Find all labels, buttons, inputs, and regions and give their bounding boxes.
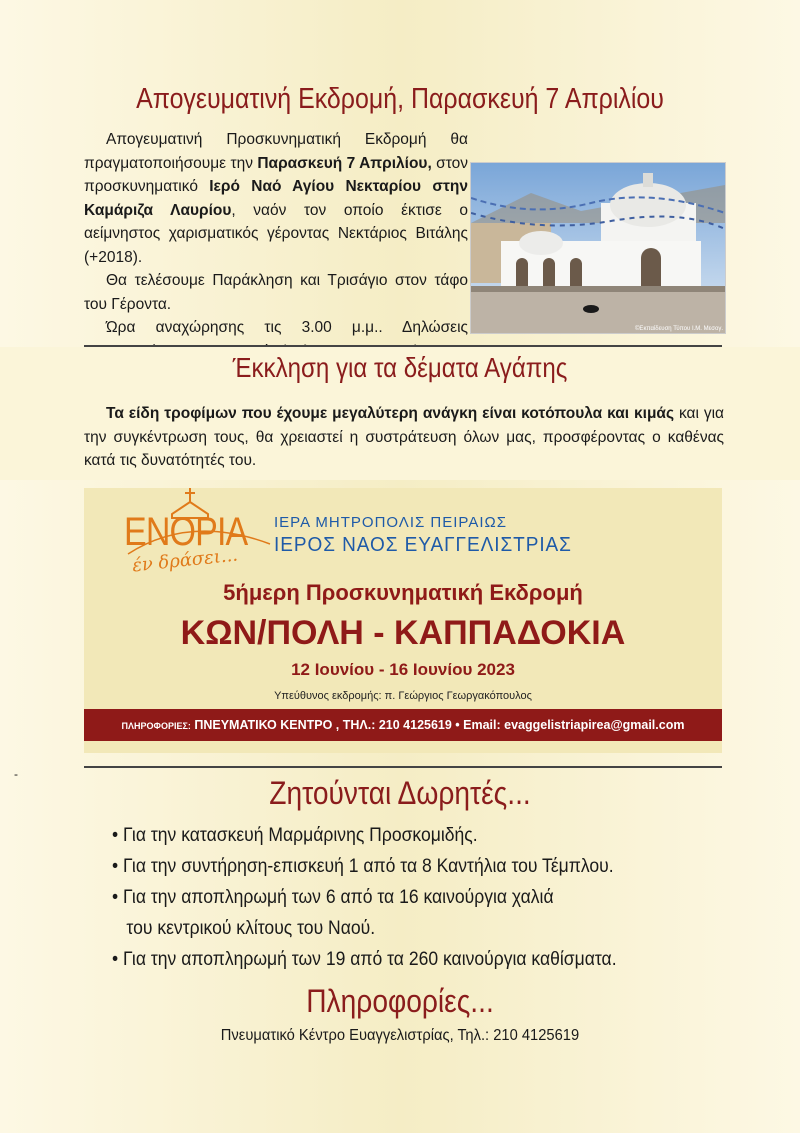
info-title: Πληροφορίες... — [306, 983, 494, 1019]
section2-title: Έκκληση για τα δέματα Αγάπης — [232, 352, 568, 383]
list-item-continuation: του κεντρικού κλίτους του Ναού. — [126, 917, 376, 939]
donors-title: Ζητούνται Δωρητές... — [269, 775, 531, 811]
margin-mark: - — [14, 767, 18, 781]
section1-paragraph-2: Θα τελέσουμε Παράκληση και Τρισάγιο στον τάφο του Γέροντα. — [84, 272, 468, 313]
info-contact: Πνευματικό Κέντρο Ευαγγελιστρίας, Τηλ.: 210 4125619 — [220, 1027, 580, 1044]
ad-contact-bar — [84, 709, 722, 741]
section1-paragraph-1-segment: στον προσκυνηματικό — [84, 154, 468, 195]
section1-paragraph-3: Ώρα αναχώρησης τις 3.00 μ.μ.. Δηλώσεις — [106, 319, 468, 336]
logo-sub-text: έν δράσει... — [131, 544, 239, 577]
section2-body — [84, 402, 724, 473]
trip-responsible: Υπεύθυνος εκδρομής: π. Γεώργιος Γεωργακόπουλος — [274, 690, 532, 702]
ad-contact-text: ΠΝΕΥΜΑΤΙΚΟ ΚΕΝΤΡΟ , ΤΗΛ.: 210 4125619 • Email: evaggelistriapirea@gmail.com — [190, 718, 685, 732]
list-item — [112, 851, 670, 882]
trip-destination: ΚΩΝ/ΠΟΛΗ - ΚΑΠΠΑΔΟΚΙΑ — [180, 614, 626, 652]
section1-paragraph-1-segment: Απογευματινή Προσκυνηματική Εκδρομή θα πραγματοποιήσουμε την — [84, 131, 468, 172]
section1-paragraph-1 — [84, 128, 724, 269]
church-name: ΙΕΡΟΣ ΝΑΟΣ ΕΥΑΓΓΕΛΙΣΤΡΙΑΣ — [274, 534, 572, 556]
section2-body-bold: Τα είδη τροφίμων που έχουμε μεγαλύτερη ανάγκη είναι κοτόπουλα και κιμάς — [106, 405, 675, 422]
trip-advert — [84, 488, 722, 753]
section1-body — [84, 128, 724, 363]
donor-list — [112, 820, 732, 975]
list-item-text: Για την αποπληρωμή των 19 από τα 260 καινούργια καθίσματα. — [123, 948, 617, 970]
section1-paragraph-1-segment: Ιερό Ναό Αγίου Νεκταρίου στην Καμάριζα Λαυρίου — [84, 178, 468, 219]
section1-title: Απογευματινή Εκδρομή, Παρασκευή 7 Απριλίου — [136, 83, 664, 115]
list-item — [112, 944, 670, 975]
bullet-icon: • — [112, 948, 119, 970]
list-item-text: Για την κατασκευή Μαρμάρινης Προσκομιδής. — [123, 824, 478, 846]
list-item — [112, 820, 670, 851]
section2-body-text: και για την συγκέντρωση τους, θα χρειαστεί η συστράτευση όλων μας, προσφέροντας ο καθένας κατά τις δυνατότητές του. — [84, 405, 724, 469]
metropolis-name: ΙΕΡΑ ΜΗΤΡΟΠΟΛΙΣ ΠΕΙΡΑΙΩΣ — [274, 514, 507, 531]
trip-dates: 12 Ιουνίου - 16 Ιουνίου 2023 — [291, 660, 515, 679]
divider-2 — [84, 766, 722, 768]
bullet-icon: • — [112, 855, 119, 877]
bullet-icon: • — [112, 886, 119, 908]
list-item — [112, 882, 670, 913]
list-item-text: Για την αποπληρωμή των 6 από τα 16 καινούργια χαλιά — [123, 886, 554, 908]
section1-paragraph-1-segment: Παρασκευή 7 Απριλίου, — [257, 154, 432, 172]
list-item-text: Για την συντήρηση-επισκευή 1 από τα 8 Καντήλια του Τέμπλου. — [123, 855, 614, 877]
trip-title: 5ήμερη Προσκυνηματική Εκδρομή — [223, 580, 583, 605]
photo-credit: ©Εκπαίδευση Τύπου Ι.Μ. Μεσογ. — [635, 326, 723, 332]
logo-main-text: ΕΝΟΡΙΑ — [124, 510, 248, 554]
section1-paragraph-1-segment: , ναόν τον οποίο έκτισε ο αείμνηστος χαρισματικός γέροντας Νεκτάριος Βιτάλης (+2018). — [84, 201, 469, 266]
ad-contact-label: ΠΛΗΡΟΦΟΡΙΕΣ: — [121, 721, 191, 731]
bullet-icon: • — [112, 824, 119, 846]
